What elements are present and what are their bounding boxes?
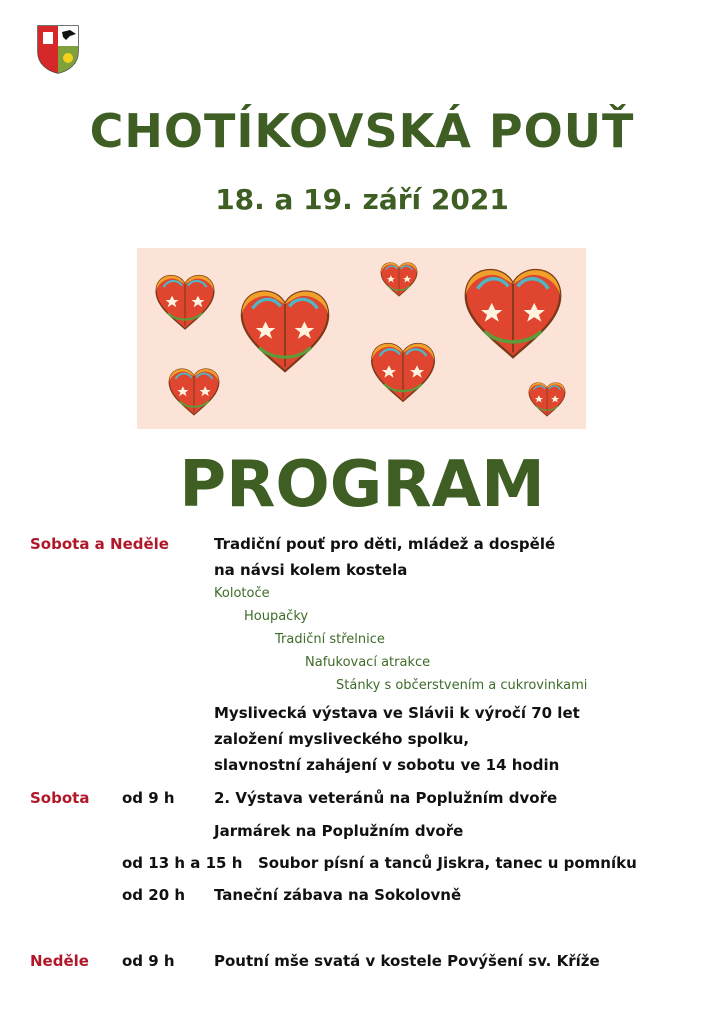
event-time: od 20 h [122,886,186,904]
exhibition-line-3: slavnostní zahájení v sobotu ve 14 hodin [214,756,560,774]
exhibition-line-2: založení mysliveckého spolku, [214,730,470,748]
day-label-weekend: Sobota a Neděle [30,535,169,553]
weekend-line-1: Tradiční pouť pro děti, mládež a dospělé [214,535,556,553]
hearts-image [137,248,586,429]
event-date: 18. a 19. září 2021 [215,183,509,216]
attraction-item: Kolotoče [214,586,270,601]
exhibition-line-1: Myslivecká výstava ve Slávii k výročí 70 let [214,704,580,722]
event-time: od 9 h [122,952,175,970]
event-time: od 13 h a 15 h [122,854,243,872]
weekend-line-2: na návsi kolem kostela [214,561,408,579]
program-heading: PROGRAM [179,448,545,522]
event-text: Poutní mše svatá v kostele Povýšení sv. Kříže [214,952,600,970]
attraction-item: Stánky s občerstvením a cukrovinkami [336,678,588,693]
page-title: CHOTÍKOVSKÁ POUŤ [89,104,635,158]
coat-of-arms-logo [36,24,80,74]
attraction-item: Nafukovací atrakce [305,655,431,670]
event-time: od 9 h [122,789,175,807]
event-text: Taneční zábava na Sokolovně [214,886,462,904]
event-text: Jarmárek na Poplužním dvoře [214,822,464,840]
hearts-illustration [137,248,586,429]
attraction-item: Houpačky [244,609,309,624]
event-text: Soubor písní a tanců Jiskra, tanec u pomníku [258,854,637,872]
event-text: 2. Výstava veteránů na Poplužním dvoře [214,789,558,807]
day-label-sunday: Neděle [30,952,89,970]
attraction-item: Tradiční střelnice [275,632,385,647]
day-label-saturday: Sobota [30,789,90,807]
